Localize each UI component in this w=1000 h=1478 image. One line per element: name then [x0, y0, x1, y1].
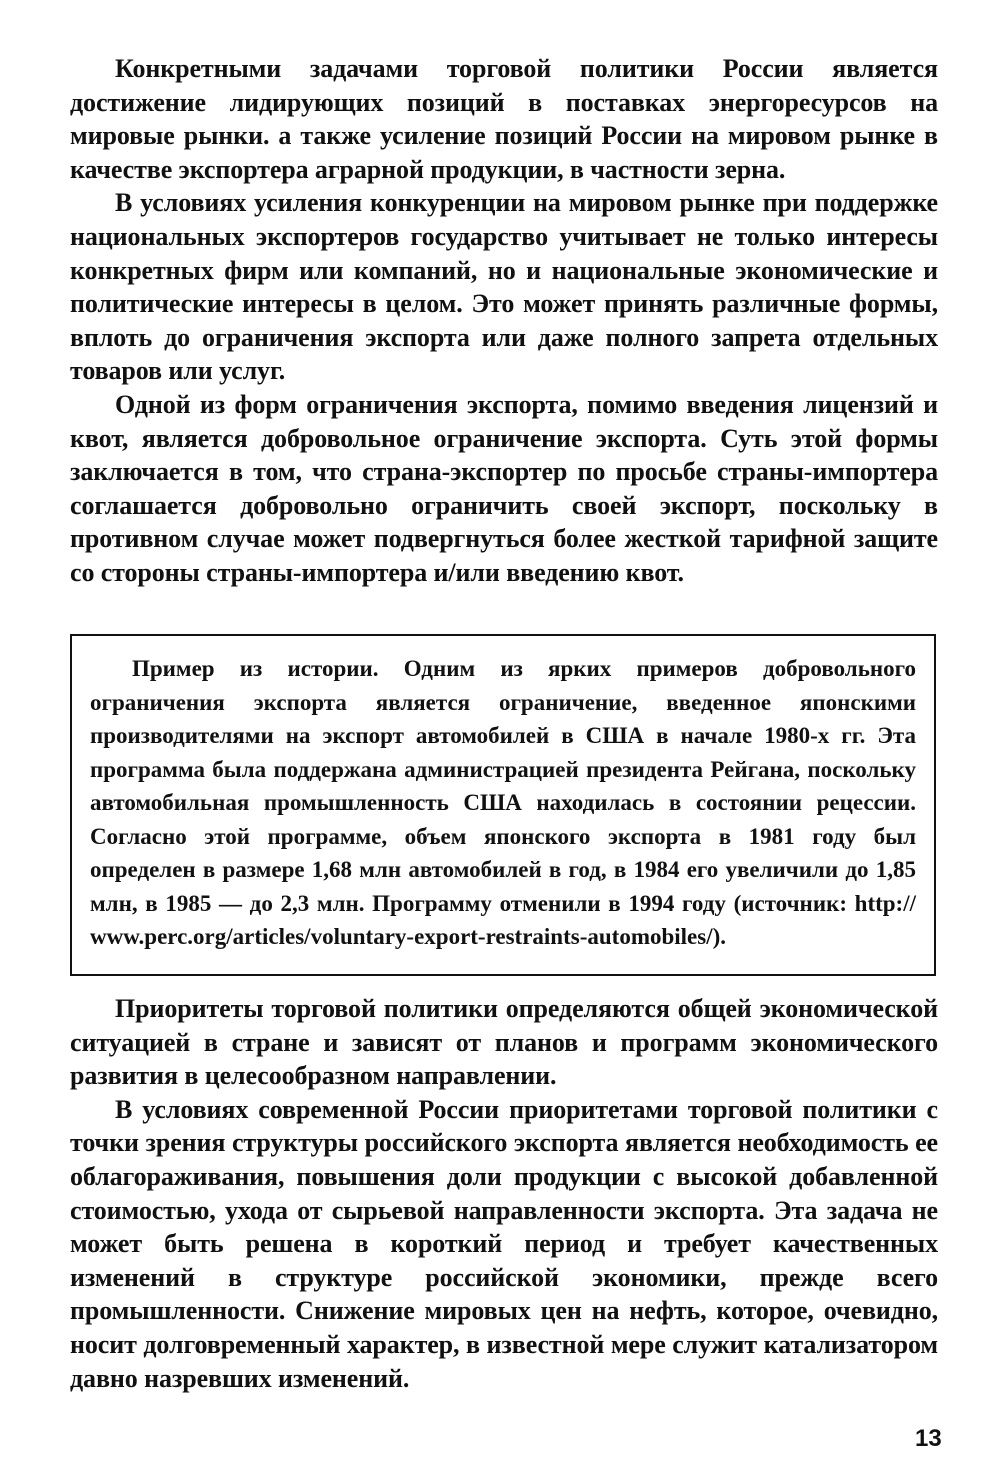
paragraph: Одной из форм ограничения экспорта, помимо введения лицензий и квот, является добровольное ограничение экспорта. Суть этой формы заключается в том, что страна-экспортер по просьбе страны-импортера соглашается добровольно ограничить своей экспорт, поскольку в противном случае может подвергнуться более жесткой тарифной защите со стороны страны-импортера и/или введению квот.	[70, 389, 938, 587]
paragraph: В условиях современной России приоритетами торговой политики с точки зрения структуры российского экспорта является необходимость ее облагораживания, повышения доли продукции с высокой добавленной стоимостью, ухода от сырьевой направленности экспорта. Эта задача не может быть решена в короткий период и требует качественных изменений в структуре российской экономики, прежде всего промышленности. Снижение мировых цен на нефть, которое, очевидно, носит долговременный характер, в известной мере служит катализатором давно назревших изменений.	[70, 1094, 938, 1393]
text-block-top	[70, 52, 938, 590]
example-paragraph	[90, 652, 916, 954]
paragraph: Приоритеты торговой политики определяются общей экономической ситуацией в стране и зависят от планов и программ экономического развития в целесообразном направлении.	[70, 994, 938, 1091]
text-block-bottom	[70, 992, 938, 1395]
example-lead: Пример из истории	[132, 656, 373, 681]
paragraph: В условиях усиления конкуренции на мировом рынке при поддержке национальных экспортеров государство учитывает не только интересы конкретных фирм или компаний, но и национальные экономические и политические интересы в целом. Это может принять различные формы, вплоть до ограничения экспорта или даже полного запрета отдельных товаров или услуг.	[70, 188, 938, 386]
page-number: 13	[915, 1425, 942, 1452]
paragraph: Конкретными задачами торговой политики России является достижение лидирующих позиций в поставках энергоресурсов на мировые рынки. а также усиление позиций России на мировом рынке в качестве экспортера аграрной продукции, в частности зерна.	[70, 54, 938, 184]
history-example-box	[70, 634, 936, 976]
example-body: . Одним из ярких примеров добровольного ограничения экспорта является ограничение, введенное японскими производителями на экспорт автомобилей в США в начале 1980-х гг. Эта программа была поддержана администрацией президента Рейгана, поскольку автомобильная промышленность США находилась в состоянии рецессии. Согласно этой программе, объем японского экспорта в 1981 году был определен в размере 1,68 млн автомобилей в год, в 1984 его увеличили до 1,85 млн, в 1985 — до 2,3 млн. Программу отменили в 1994 году (источник: http:// www.perc.org/articles/voluntary-export-restraints-automobiles/).	[90, 656, 916, 949]
